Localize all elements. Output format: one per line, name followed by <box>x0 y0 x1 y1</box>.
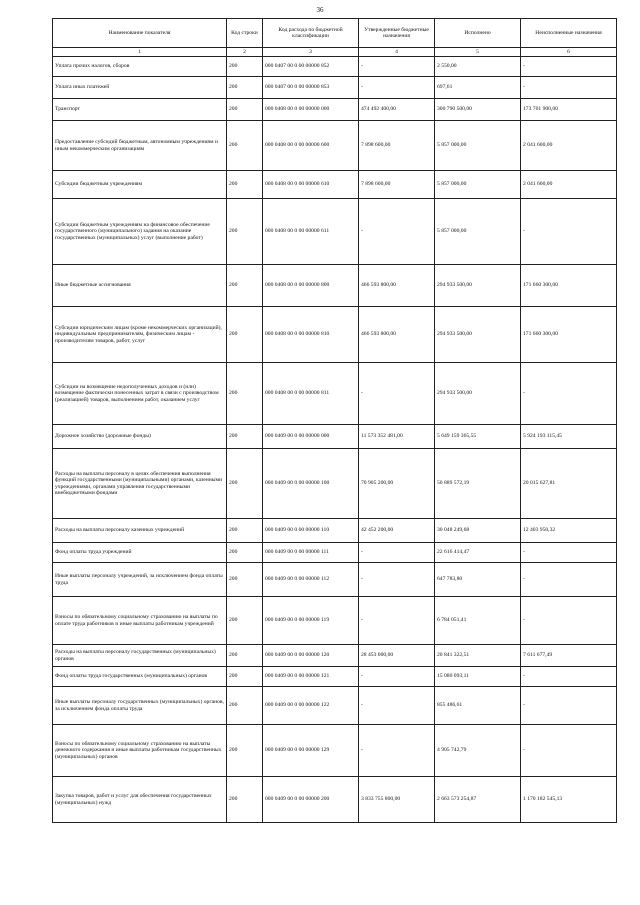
row-code: 200 <box>227 597 263 645</box>
remaining-amount: - <box>521 199 617 265</box>
executed-amount: 22 616 414,47 <box>435 543 521 563</box>
table-row <box>53 725 617 777</box>
row-code: 200 <box>227 307 263 363</box>
table-row <box>53 77 617 99</box>
expense-code: 000 0409 00 0 00 00000 122 <box>263 687 359 725</box>
row-code: 200 <box>227 171 263 199</box>
approved-amount: 3 833 755 800,00 <box>359 777 435 823</box>
page-number: 36 <box>316 6 324 14</box>
budget-execution-table <box>52 18 617 823</box>
remaining-amount: - <box>521 77 617 99</box>
approved-amount: 11 573 352 481,00 <box>359 425 435 449</box>
table-row <box>53 777 617 823</box>
executed-amount: 50 889 572,19 <box>435 449 521 519</box>
indicator-name: Субсидии бюджетным учреждениям на финансовое обеспечение государственного (муниципального) задания на оказание государственных (муниципальных) услуг (выполнение работ) <box>53 199 227 265</box>
expense-code: 000 0409 00 0 00 00000 121 <box>263 667 359 687</box>
remaining-amount: 171 660 300,00 <box>521 307 617 363</box>
row-code: 200 <box>227 563 263 597</box>
remaining-amount: 20 015 627,81 <box>521 449 617 519</box>
indicator-name: Субсидии бюджетным учреждениям <box>53 171 227 199</box>
indicator-name: Взносы по обязательному социальному страхованию на выплаты по оплате труда работников и иные выплаты работникам учреждений <box>53 597 227 645</box>
row-code: 200 <box>227 57 263 77</box>
table-row <box>53 563 617 597</box>
approved-amount: - <box>359 199 435 265</box>
approved-amount: - <box>359 57 435 77</box>
executed-amount: 294 933 500,00 <box>435 307 521 363</box>
executed-amount: 697,61 <box>435 77 521 99</box>
executed-amount: 15 080 093,11 <box>435 667 521 687</box>
header-row <box>53 19 617 48</box>
expense-code: 000 0408 00 0 00 00000 810 <box>263 307 359 363</box>
remaining-amount: - <box>521 363 617 425</box>
expense-code: 000 0409 00 0 00 00000 119 <box>263 597 359 645</box>
row-code: 200 <box>227 363 263 425</box>
row-code: 200 <box>227 725 263 777</box>
approved-amount: 70 905 200,00 <box>359 449 435 519</box>
expense-code: 000 0408 00 0 00 00000 811 <box>263 363 359 425</box>
executed-amount: 5 857 000,00 <box>435 171 521 199</box>
approved-amount: 7 898 600,00 <box>359 121 435 171</box>
indicator-name: Дорожное хозяйство (дорожные фонды) <box>53 425 227 449</box>
remaining-amount: 171 660 300,00 <box>521 265 617 307</box>
row-code: 200 <box>227 425 263 449</box>
approved-amount: 466 593 800,00 <box>359 265 435 307</box>
remaining-amount: - <box>521 57 617 77</box>
row-code: 200 <box>227 667 263 687</box>
executed-amount: 5 857 000,00 <box>435 121 521 171</box>
expense-code: 000 0408 00 0 00 00000 610 <box>263 171 359 199</box>
expense-code: 000 0407 00 0 00 00000 853 <box>263 77 359 99</box>
table-row <box>53 543 617 563</box>
header-name: Наименование показателя <box>53 19 227 48</box>
approved-amount: - <box>359 687 435 725</box>
approved-amount: 7 898 600,00 <box>359 171 435 199</box>
approved-amount: - <box>359 363 435 425</box>
column-number: 3 <box>263 48 359 57</box>
table-row <box>53 99 617 121</box>
executed-amount: 5 649 159 365,55 <box>435 425 521 449</box>
row-code: 200 <box>227 99 263 121</box>
expense-code: 000 0409 00 0 00 00000 129 <box>263 725 359 777</box>
approved-amount: 474 492 400,00 <box>359 99 435 121</box>
expense-code: 000 0408 00 0 00 00000 000 <box>263 99 359 121</box>
executed-amount: 5 857 000,00 <box>435 199 521 265</box>
executed-amount: 300 790 500,00 <box>435 99 521 121</box>
table-row <box>53 667 617 687</box>
row-code: 200 <box>227 77 263 99</box>
remaining-amount: - <box>521 597 617 645</box>
expense-code: 000 0409 00 0 00 00000 100 <box>263 449 359 519</box>
row-code: 200 <box>227 199 263 265</box>
executed-amount: 855 486,61 <box>435 687 521 725</box>
indicator-name: Расходы на выплаты персоналу в целях обеспечения выполнения функций государственными (муниципальными) органами, казенными учреждениями, органами управления государственными внебюджетными фондами <box>53 449 227 519</box>
table-row <box>53 425 617 449</box>
approved-amount: - <box>359 725 435 777</box>
column-number: 6 <box>521 48 617 57</box>
table-row <box>53 307 617 363</box>
remaining-amount: 7 611 677,49 <box>521 645 617 667</box>
expense-code: 000 0408 00 0 00 00000 800 <box>263 265 359 307</box>
indicator-name: Расходы на выплаты персоналу казенных учреждений <box>53 519 227 543</box>
remaining-amount: - <box>521 667 617 687</box>
row-code: 200 <box>227 449 263 519</box>
indicator-name: Субсидии юридическим лицам (кроме некоммерческих организаций), индивидуальным предпринимателям, физическим лицам - производителям товаров, работ, услуг <box>53 307 227 363</box>
executed-amount: 6 784 051,41 <box>435 597 521 645</box>
executed-amount: 2 663 573 254,87 <box>435 777 521 823</box>
executed-amount: 2 550,00 <box>435 57 521 77</box>
indicator-name: Иные выплаты персоналу учреждений, за исключением фонда оплаты труда <box>53 563 227 597</box>
remaining-amount: - <box>521 543 617 563</box>
expense-code: 000 0408 00 0 00 00000 611 <box>263 199 359 265</box>
table-row <box>53 519 617 543</box>
table-row <box>53 363 617 425</box>
table-row <box>53 597 617 645</box>
row-code: 200 <box>227 121 263 171</box>
approved-amount: 466 593 800,00 <box>359 307 435 363</box>
executed-amount: 4 905 742,79 <box>435 725 521 777</box>
remaining-amount: - <box>521 725 617 777</box>
expense-code: 000 0409 00 0 00 00000 000 <box>263 425 359 449</box>
expense-code: 000 0409 00 0 00 00000 120 <box>263 645 359 667</box>
remaining-amount: 1 170 182 545,13 <box>521 777 617 823</box>
table-row <box>53 687 617 725</box>
table-row <box>53 265 617 307</box>
column-number: 2 <box>227 48 263 57</box>
indicator-name: Транспорт <box>53 99 227 121</box>
table-row <box>53 449 617 519</box>
remaining-amount: 5 924 193 115,45 <box>521 425 617 449</box>
approved-amount: - <box>359 597 435 645</box>
expense-code: 000 0409 00 0 00 00000 112 <box>263 563 359 597</box>
indicator-name: Субсидии на возмещение недополученных доходов и (или) возмещение фактически понесенных затрат в связи с производством (реализацией) товаров, выполнением работ, оказанием услуг <box>53 363 227 425</box>
indicator-name: Фонд оплаты труда государственных (муниципальных) органов <box>53 667 227 687</box>
row-code: 200 <box>227 543 263 563</box>
expense-code: 000 0409 00 0 00 00000 111 <box>263 543 359 563</box>
executed-amount: 20 841 322,51 <box>435 645 521 667</box>
indicator-name: Фонд оплаты труда учреждений <box>53 543 227 563</box>
executed-amount: 647 783,80 <box>435 563 521 597</box>
column-number: 4 <box>359 48 435 57</box>
header-executed: Исполнено <box>435 19 521 48</box>
indicator-name: Уплата прочих налогов, сборов <box>53 57 227 77</box>
table-row <box>53 57 617 77</box>
indicator-name: Уплата иных платежей <box>53 77 227 99</box>
expense-code: 000 0409 00 0 00 00000 200 <box>263 777 359 823</box>
expense-code: 000 0409 00 0 00 00000 110 <box>263 519 359 543</box>
header-kbk: Код расхода по бюджетной классификации <box>263 19 359 48</box>
indicator-name: Иные выплаты персоналу государственных (муниципальных) органов, за исключением фонда оплаты труда <box>53 687 227 725</box>
row-code: 200 <box>227 519 263 543</box>
row-code: 200 <box>227 777 263 823</box>
indicator-name: Предоставление субсидий бюджетным, автономным учреждениям и иным некоммерческим организациям <box>53 121 227 171</box>
remaining-amount: 173 701 900,00 <box>521 99 617 121</box>
indicator-name: Взносы по обязательному социальному страхованию на выплаты денежного содержания и иные выплаты работникам государственных (муниципальных) органов <box>53 725 227 777</box>
header-remaining: Неисполненные назначения <box>521 19 617 48</box>
approved-amount: - <box>359 563 435 597</box>
expense-code: 000 0407 00 0 00 00000 852 <box>263 57 359 77</box>
column-number: 1 <box>53 48 227 57</box>
table-row <box>53 121 617 171</box>
indicator-name: Расходы на выплаты персоналу государственных (муниципальных) органов <box>53 645 227 667</box>
table-row <box>53 171 617 199</box>
table-row <box>53 645 617 667</box>
approved-amount: 42 452 200,00 <box>359 519 435 543</box>
executed-amount: 294 933 500,00 <box>435 265 521 307</box>
remaining-amount: 2 041 600,00 <box>521 121 617 171</box>
row-code: 200 <box>227 645 263 667</box>
header-code: Код строки <box>227 19 263 48</box>
table-row <box>53 199 617 265</box>
row-code: 200 <box>227 265 263 307</box>
approved-amount: - <box>359 543 435 563</box>
executed-amount: 30 048 249,68 <box>435 519 521 543</box>
remaining-amount: - <box>521 687 617 725</box>
row-code: 200 <box>227 687 263 725</box>
column-number-row <box>53 48 617 57</box>
column-number: 5 <box>435 48 521 57</box>
approved-amount: - <box>359 77 435 99</box>
remaining-amount: - <box>521 563 617 597</box>
header-approved: Утвержденные бюджетные назначения <box>359 19 435 48</box>
approved-amount: 28 453 000,00 <box>359 645 435 667</box>
expense-code: 000 0408 00 0 00 00000 600 <box>263 121 359 171</box>
remaining-amount: 2 041 600,00 <box>521 171 617 199</box>
indicator-name: Иные бюджетные ассигнования <box>53 265 227 307</box>
remaining-amount: 12 403 950,32 <box>521 519 617 543</box>
approved-amount: - <box>359 667 435 687</box>
executed-amount: 294 933 500,00 <box>435 363 521 425</box>
indicator-name: Закупка товаров, работ и услуг для обеспечения государственных (муниципальных) нужд <box>53 777 227 823</box>
